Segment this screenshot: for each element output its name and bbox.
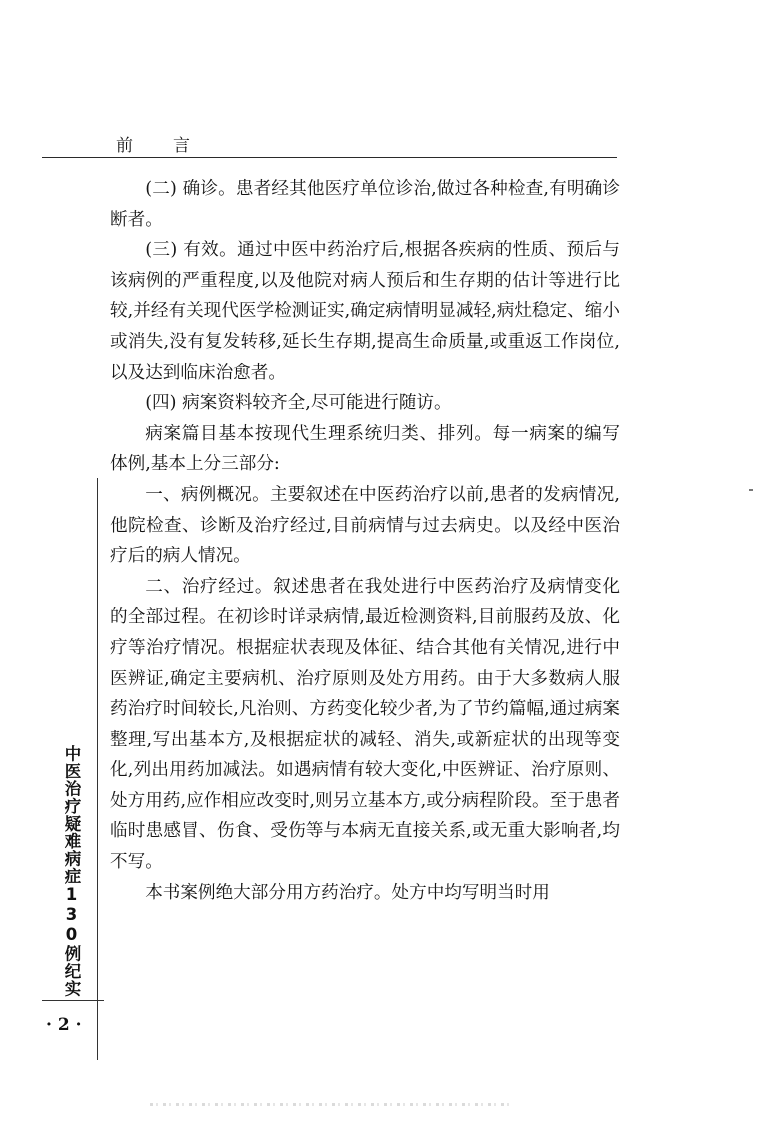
sidebar-rule: [97, 478, 98, 1060]
page-header-title: 前 言: [116, 136, 192, 156]
body-text: [110, 174, 620, 908]
paragraph-records: (四) 病案资料较齐全,尽可能进行随访。: [145, 393, 452, 414]
paragraph-diagnosis: (二) 确诊。患者经其他医疗单位诊治,做过各种检查,有明确诊断者。: [110, 179, 620, 230]
scan-smudge: [150, 1103, 510, 1106]
header-rule: [42, 157, 617, 158]
paragraph-prescription: 本书案例绝大部分用方药治疗。处方中均写明当时用: [145, 882, 550, 903]
footer-rule: [42, 1000, 104, 1001]
scan-mark: [749, 489, 753, 491]
paragraph-treatment-process: 二、治疗经过。叙述患者在我处进行中医药治疗及病情变化的全部过程。在初诊时详录病情,最近检测资料,目前服药及放、化疗等治疗情况。根据症状表现及体征、结合其他有关情况,进行中医辨证,确定主要病机、治疗原则及处方用药。由于大多数病人服药治疗时间较长,凡治则、方药变化较少者,为了节约篇幅,通过病案整理,写出基本方,及根据症状的减轻、消失,或新症状的出现等变化,列出用药加减法。如遇病情有较大变化,中医辨证、治疗原则、处方用药,应作相应改变时,则另立基本方,或分病程阶段。至于患者临时患感冒、伤食、受伤等与本病无直接关系,或无重大影响者,均不写。: [110, 576, 620, 873]
paragraph-case-overview: 一、病例概况。主要叙述在中医药治疗以前,患者的发病情况,他院检查、诊断及治疗经过,目前病情与过去病史。以及经中医治疗后的病人情况。: [110, 484, 620, 567]
page-number: · 2 ·: [46, 1015, 82, 1035]
paragraph-effective: (三) 有效。通过中医中药治疗后,根据各疾病的性质、预后与该病例的严重程度,以及他院对病人预后和生存期的估计等进行比较,并经有关现代医学检测证实,确定病情明显减轻,病灶稳定、缩小或消失,没有复发转移,延长生存期,提高生命质量,或重返工作岗位,以及达到临床治愈者。: [110, 240, 620, 383]
paragraph-structure: 病案篇目基本按现代生理系统归类、排列。每一病案的编写体例,基本上分三部分:: [110, 423, 620, 475]
sidebar-book-title: 中医治疗疑难病症130例纪实: [62, 745, 81, 998]
